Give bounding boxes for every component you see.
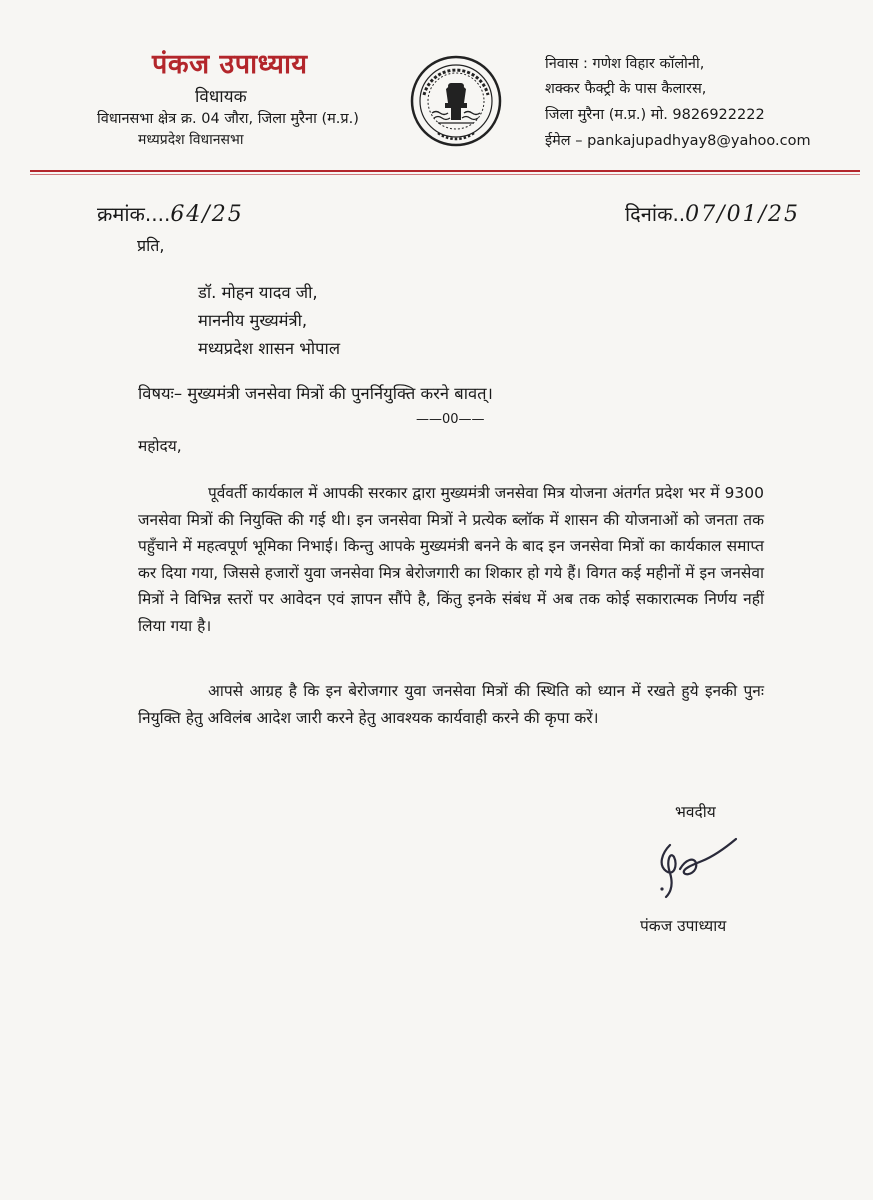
date-dots: ..: [672, 202, 686, 226]
residence-address-line2: शक्कर फैक्ट्री के पास कैलारस,: [545, 81, 707, 97]
letterhead-constituency: विधानसभा क्षेत्र क्र. 04 जौरा, जिला मुरैना (म.प्र.): [97, 111, 359, 127]
letterhead-name: पंकज उपाध्याय: [152, 49, 308, 80]
email-line: ईमेल – pankajupadhyay8@yahoo.com: [545, 133, 811, 149]
residence-address-line1: निवास : गणेश विहार कॉलोनी,: [545, 56, 705, 72]
reference-label: क्रमांक: [97, 202, 145, 226]
reference-value: 64/25: [170, 202, 244, 227]
handwritten-signature: [640, 825, 760, 900]
letter-subject: विषयः– मुख्यमंत्री जनसेवा मित्रों की पुनर्नियुक्ति करने बावत्।: [138, 384, 493, 403]
date-value: 07/01/25: [685, 202, 800, 227]
letterhead-rule-thin: [30, 174, 860, 175]
assembly-emblem-icon: [410, 55, 502, 147]
salutation: महोदय,: [138, 437, 182, 455]
recipient-office: मध्यप्रदेश शासन भोपाल: [198, 339, 341, 358]
reference-dots: ....: [144, 202, 171, 226]
letter-date: [625, 200, 800, 227]
valediction: भवदीय: [675, 803, 716, 821]
residence-address-line3: जिला मुरैना (म.प्र.) मो. 9826922222: [545, 107, 765, 123]
letterhead-rule: [30, 170, 860, 172]
body-paragraph-1: पूर्ववर्ती कार्यकाल में आपकी सरकार द्वारा मुख्यमंत्री जनसेवा मित्र योजना अंतर्गत प्रदेश भर में 9300 जनसेवा मित्रों की नियुक्ति की गई थी। इन जनसेवा मित्रों ने प्रत्येक ब्लॉक में शासन की योजनाओं को जनता तक पहुँचाने में महत्वपूर्ण भूमिका निभाई। किन्तु आपके मुख्यमंत्री बनने के बाद इन जनसेवा मित्रों का कार्यकाल समाप्त कर दिया गया, जिससे हजारों युवा जनसेवा मित्र बेरोजगारी का शिकार हो गये हैं। विगत कई महीनों में इन जनसेवा मित्रों ने विभिन्न स्तरों पर आवेदन एवं ज्ञापन सौंपे है, किंतु इनके संबंध में अब तक कोई सकारात्मक निर्णय नहीं लिया गया है।: [138, 484, 764, 635]
reference-number: [97, 200, 244, 227]
letterhead-assembly: मध्यप्रदेश विधानसभा: [138, 132, 244, 148]
body-paragraph-2: आपसे आग्रह है कि इन बेरोजगार युवा जनसेवा मित्रों की स्थिति को ध्यान में रखते हुये इनकी पुनः नियुक्ति हेतु अविलंब आदेश जारी करने हेतु आवश्यक कार्यवाही करने की कृपा करें।: [138, 682, 764, 727]
letterhead-designation: विधायक: [195, 87, 247, 107]
recipient-title: माननीय मुख्यमंत्री,: [198, 311, 308, 330]
subject-divider: ——00——: [416, 412, 485, 427]
recipient-to: प्रति,: [137, 236, 165, 255]
signatory-name: पंकज उपाध्याय: [640, 917, 727, 935]
date-label: दिनांक: [625, 202, 673, 226]
recipient-name: डॉ. मोहन यादव जी,: [198, 283, 318, 302]
